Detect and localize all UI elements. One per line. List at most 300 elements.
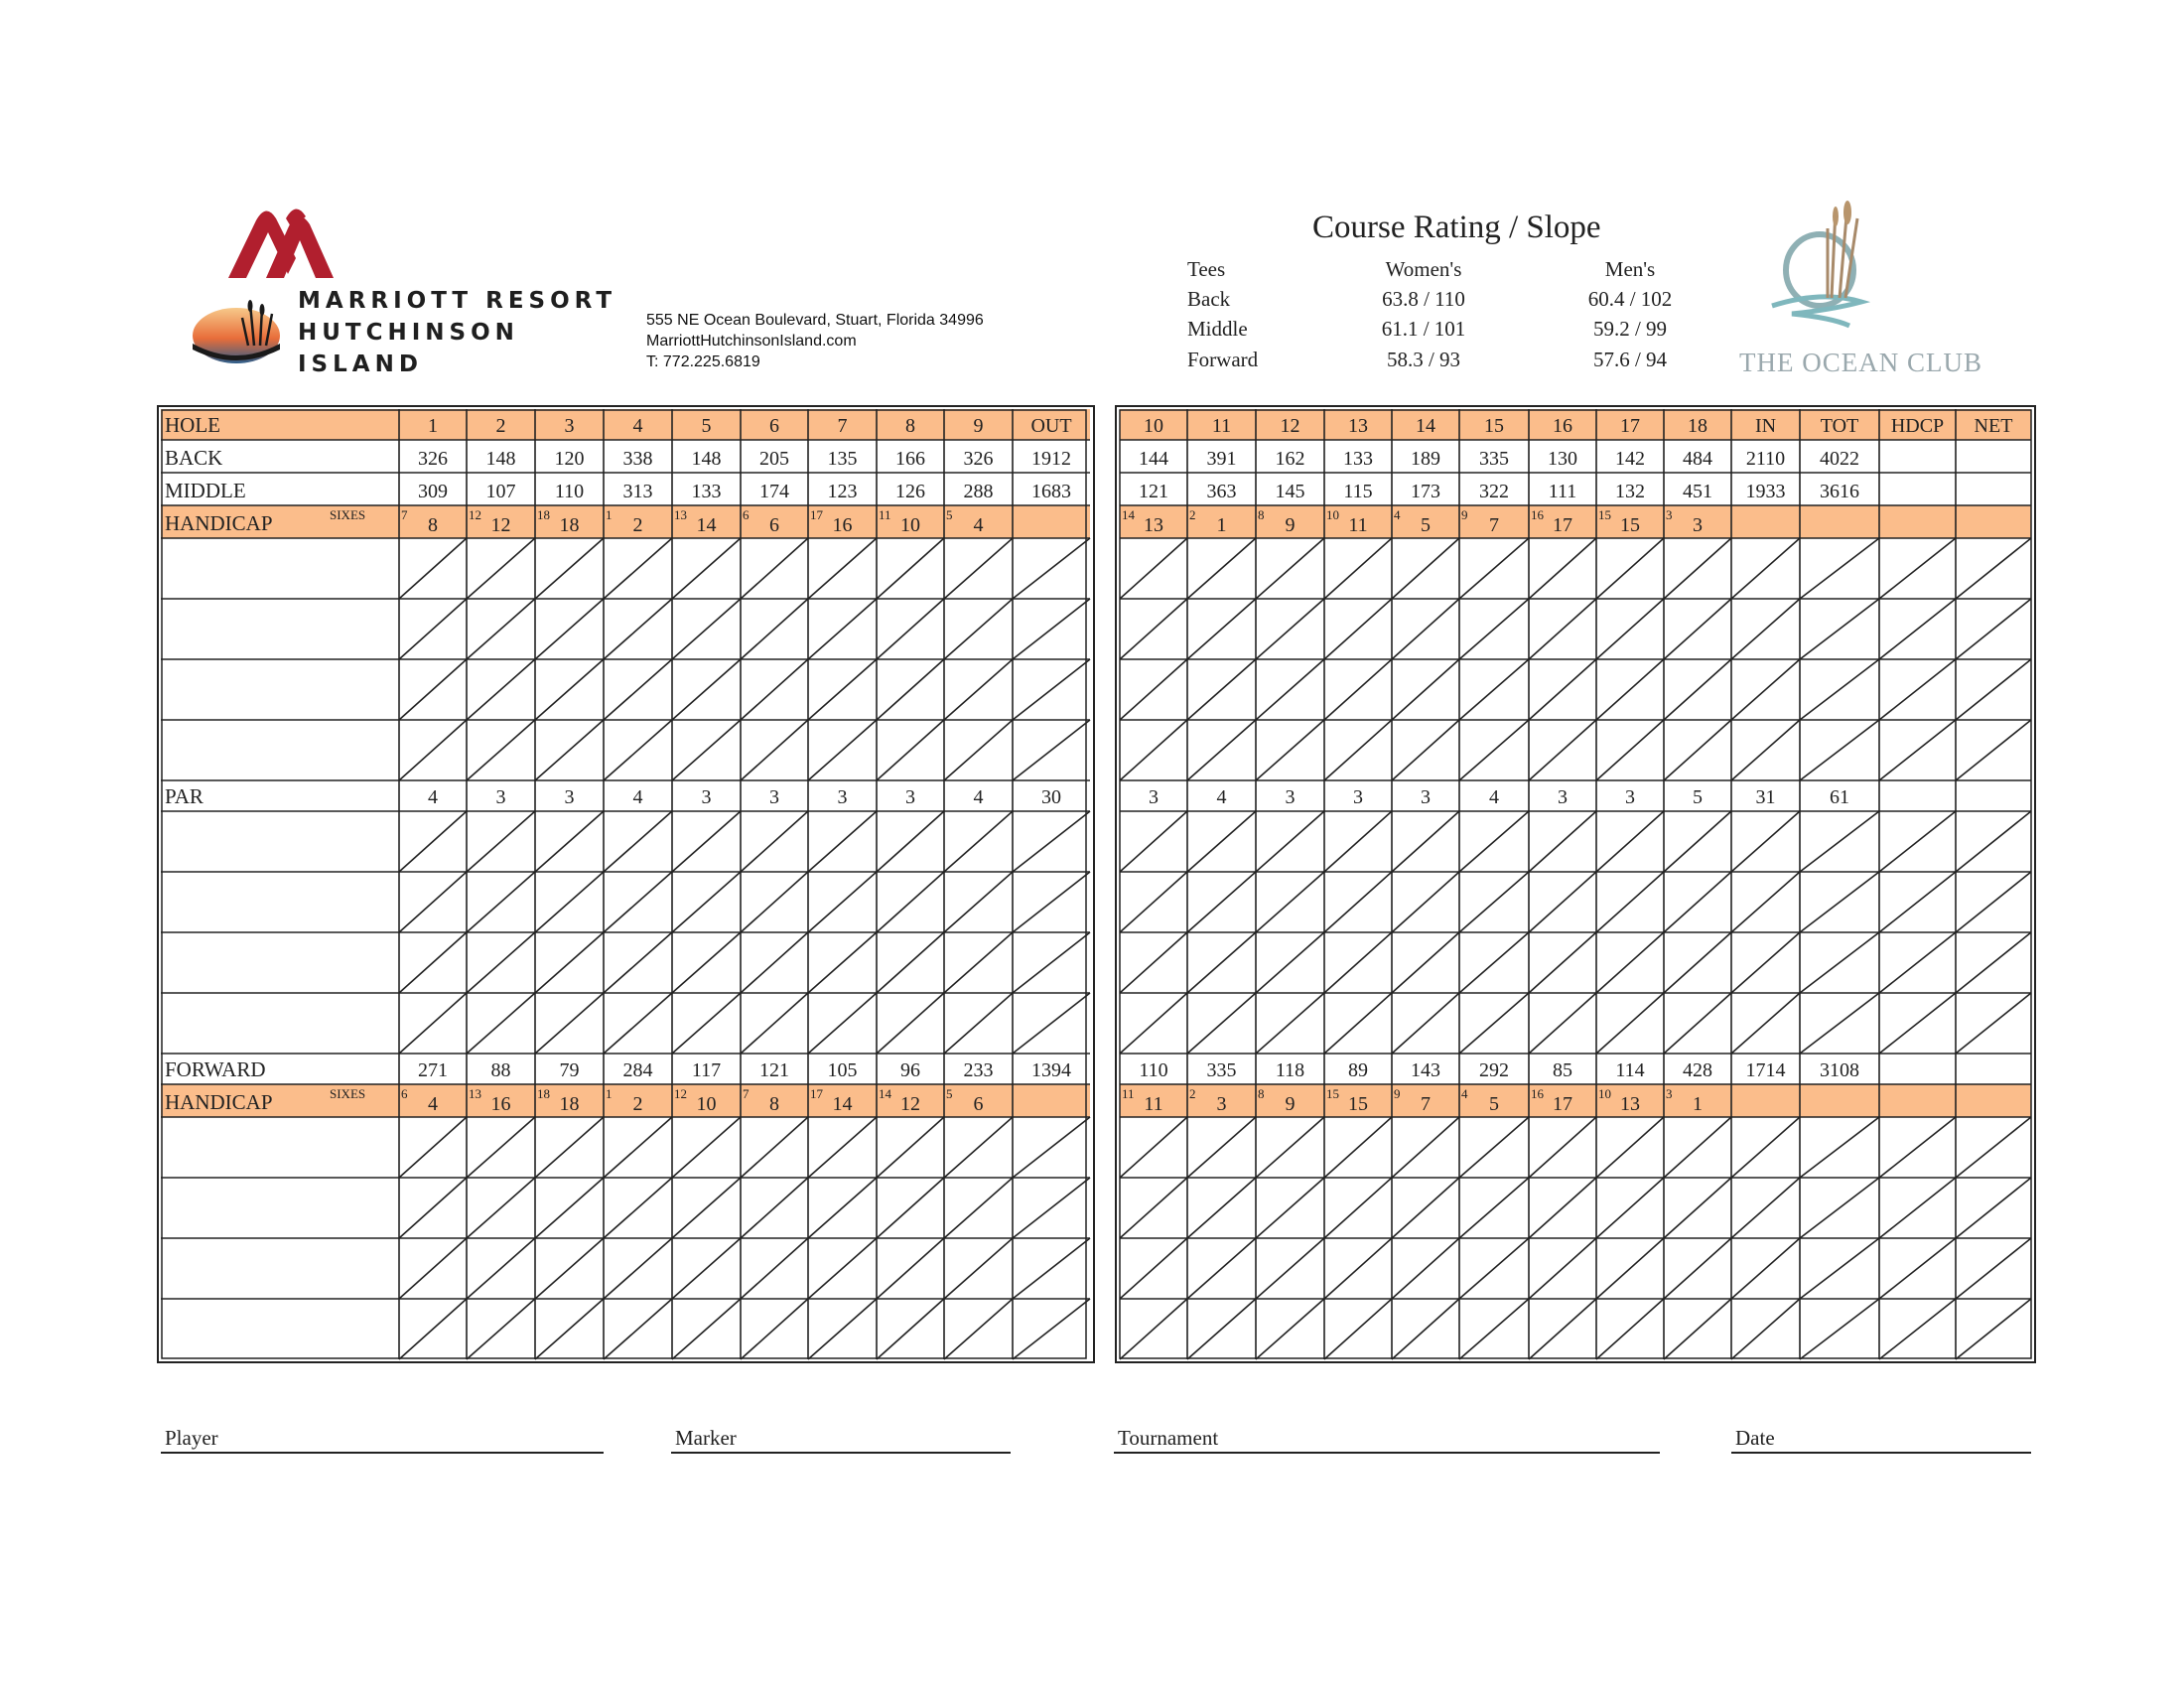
forward-yardage: 335 bbox=[1206, 1059, 1237, 1081]
forward-yardage: 89 bbox=[1348, 1059, 1368, 1081]
back-yardage: 326 bbox=[418, 448, 448, 470]
score-diagonal bbox=[1187, 932, 1256, 993]
middle-yardage: 115 bbox=[1343, 481, 1373, 502]
back-yardage: 391 bbox=[1206, 448, 1237, 470]
back-yardage: 326 bbox=[963, 448, 994, 470]
score-diagonal bbox=[1731, 932, 1800, 993]
score-diagonal bbox=[1256, 811, 1324, 872]
sixes-handicap: 11 bbox=[1122, 1086, 1135, 1101]
forward-yardage: 85 bbox=[1553, 1059, 1572, 1081]
score-diagonal bbox=[535, 932, 604, 993]
score-diagonal bbox=[535, 993, 604, 1054]
score-diagonal bbox=[467, 993, 535, 1054]
score-diagonal bbox=[1256, 720, 1324, 780]
score-diagonal bbox=[1529, 1238, 1596, 1299]
score-diagonal bbox=[1800, 872, 1879, 932]
score-diagonal bbox=[467, 872, 535, 932]
hole-handicap: 5 bbox=[1489, 1093, 1499, 1115]
forward-yardage: 96 bbox=[900, 1059, 920, 1081]
score-diagonal bbox=[741, 811, 808, 872]
hole-number-header: 1 bbox=[428, 415, 438, 437]
score-diagonal bbox=[535, 811, 604, 872]
hole-handicap: 8 bbox=[769, 1093, 779, 1115]
par-value: 3 bbox=[495, 786, 506, 808]
hole-number-header: 6 bbox=[769, 415, 779, 437]
score-diagonal bbox=[1013, 1238, 1090, 1299]
hole-number-header: 14 bbox=[1416, 415, 1435, 437]
score-diagonal bbox=[467, 1117, 535, 1178]
hole-handicap: 18 bbox=[559, 514, 580, 536]
hole-number-header: 13 bbox=[1348, 415, 1368, 437]
score-diagonal bbox=[944, 599, 1013, 659]
score-diagonal bbox=[1879, 1238, 1956, 1299]
score-diagonal bbox=[1120, 811, 1187, 872]
score-diagonal bbox=[399, 1117, 467, 1178]
hole-handicap: 4 bbox=[428, 1093, 438, 1115]
score-diagonal bbox=[1324, 720, 1392, 780]
hole-handicap: 2 bbox=[632, 1093, 643, 1115]
score-diagonal bbox=[1324, 538, 1392, 599]
score-diagonal bbox=[1596, 1299, 1664, 1359]
score-diagonal bbox=[1664, 1299, 1731, 1359]
hole-number-header: IN bbox=[1754, 415, 1777, 437]
score-diagonal bbox=[1731, 720, 1800, 780]
par-value: 31 bbox=[1755, 786, 1776, 808]
score-diagonal bbox=[944, 1117, 1013, 1178]
back-yardage: 484 bbox=[1683, 448, 1712, 470]
tournament-line[interactable] bbox=[1114, 1452, 1660, 1454]
score-diagonal bbox=[1256, 932, 1324, 993]
score-diagonal bbox=[877, 538, 944, 599]
sixes-label: SIXES bbox=[330, 1086, 366, 1101]
score-diagonal bbox=[1324, 1238, 1392, 1299]
score-diagonal bbox=[741, 538, 808, 599]
score-diagonal bbox=[1664, 538, 1731, 599]
sixes-handicap: 8 bbox=[1258, 507, 1265, 522]
score-diagonal bbox=[604, 993, 672, 1054]
sixes-handicap: 17 bbox=[810, 507, 823, 522]
rating-tee-back: Back bbox=[1187, 287, 1231, 311]
middle-yardage: 1933 bbox=[1745, 481, 1786, 502]
score-diagonal bbox=[877, 1238, 944, 1299]
score-diagonal bbox=[877, 720, 944, 780]
score-diagonal bbox=[877, 932, 944, 993]
score-diagonal bbox=[1324, 1299, 1392, 1359]
score-diagonal bbox=[672, 1299, 741, 1359]
hole-number-header: NET bbox=[1974, 415, 2013, 437]
sixes-handicap: 3 bbox=[1666, 507, 1673, 522]
hole-number-header: 8 bbox=[905, 415, 915, 437]
score-diagonal bbox=[1529, 659, 1596, 720]
score-diagonal bbox=[1596, 872, 1664, 932]
score-diagonal bbox=[1256, 1238, 1324, 1299]
score-diagonal bbox=[1459, 538, 1529, 599]
forward-yardage: 428 bbox=[1683, 1059, 1712, 1081]
score-diagonal bbox=[1529, 1299, 1596, 1359]
hole-handicap: 13 bbox=[1144, 514, 1163, 536]
par-value: 3 bbox=[1149, 786, 1159, 808]
back-yardage: 133 bbox=[1343, 448, 1373, 470]
score-diagonal bbox=[672, 872, 741, 932]
score-diagonal bbox=[1731, 659, 1800, 720]
score-diagonal bbox=[808, 720, 877, 780]
hole-handicap: 16 bbox=[490, 1093, 511, 1115]
score-diagonal bbox=[1879, 993, 1956, 1054]
score-diagonal bbox=[1529, 1117, 1596, 1178]
hole-handicap: 11 bbox=[1144, 1093, 1163, 1115]
sixes-handicap: 6 bbox=[401, 1086, 408, 1101]
score-diagonal bbox=[1256, 599, 1324, 659]
hole-handicap: 18 bbox=[559, 1093, 580, 1115]
sixes-handicap: 2 bbox=[1189, 507, 1196, 522]
score-diagonal bbox=[467, 720, 535, 780]
score-diagonal bbox=[1392, 720, 1459, 780]
date-line[interactable] bbox=[1731, 1452, 2031, 1454]
score-diagonal bbox=[1392, 599, 1459, 659]
hole-number-header: 12 bbox=[1280, 415, 1300, 437]
score-diagonal bbox=[1529, 538, 1596, 599]
score-diagonal bbox=[1392, 538, 1459, 599]
score-diagonal bbox=[1664, 720, 1731, 780]
score-diagonal bbox=[808, 1117, 877, 1178]
back-yardage: 142 bbox=[1615, 448, 1645, 470]
par-value: 3 bbox=[769, 786, 779, 808]
forward-yardage: 1714 bbox=[1745, 1059, 1786, 1081]
score-diagonal bbox=[1392, 1117, 1459, 1178]
score-diagonal bbox=[1013, 932, 1090, 993]
hole-handicap: 9 bbox=[1285, 514, 1296, 536]
player-label: Player bbox=[165, 1426, 218, 1450]
rating-men-middle: 59.2 / 99 bbox=[1592, 317, 1668, 341]
score-diagonal bbox=[1800, 1117, 1879, 1178]
forward-yardage: 118 bbox=[1275, 1059, 1305, 1081]
player-line[interactable] bbox=[161, 1452, 604, 1454]
score-diagonal bbox=[399, 720, 467, 780]
middle-yardage: 132 bbox=[1615, 481, 1645, 502]
score-diagonal bbox=[1596, 1238, 1664, 1299]
score-diagonal bbox=[1120, 1178, 1187, 1238]
hole-handicap: 12 bbox=[900, 1093, 920, 1115]
score-diagonal bbox=[1731, 1117, 1800, 1178]
score-diagonal bbox=[535, 720, 604, 780]
score-diagonal bbox=[604, 872, 672, 932]
score-diagonal bbox=[1956, 659, 2031, 720]
score-diagonal bbox=[399, 599, 467, 659]
score-diagonal bbox=[1187, 1117, 1256, 1178]
score-diagonal bbox=[1529, 872, 1596, 932]
brand-line-2: HUTCHINSON bbox=[298, 320, 519, 346]
score-diagonal bbox=[1596, 993, 1664, 1054]
score-diagonal bbox=[1879, 872, 1956, 932]
score-diagonal bbox=[1013, 720, 1090, 780]
rating-men-forward: 57.6 / 94 bbox=[1592, 348, 1668, 371]
hole-handicap: 13 bbox=[1620, 1093, 1640, 1115]
score-diagonal bbox=[1956, 1299, 2031, 1359]
hole-number-header: 16 bbox=[1553, 415, 1572, 437]
marker-line[interactable] bbox=[671, 1452, 1011, 1454]
score-diagonal bbox=[1120, 872, 1187, 932]
middle-tees-label: MIDDLE bbox=[165, 479, 246, 502]
score-diagonal bbox=[1120, 1117, 1187, 1178]
par-value: 3 bbox=[1558, 786, 1568, 808]
middle-yardage: 111 bbox=[1548, 481, 1577, 502]
score-diagonal bbox=[604, 932, 672, 993]
hole-handicap: 10 bbox=[900, 514, 920, 536]
score-diagonal bbox=[1256, 538, 1324, 599]
score-diagonal bbox=[1459, 659, 1529, 720]
back-tees-label: BACK bbox=[165, 446, 223, 470]
score-diagonal bbox=[1013, 659, 1090, 720]
forward-yardage: 79 bbox=[559, 1059, 580, 1081]
score-diagonal bbox=[1529, 1178, 1596, 1238]
score-diagonal bbox=[604, 659, 672, 720]
score-diagonal bbox=[1324, 659, 1392, 720]
hole-handicap: 6 bbox=[973, 1093, 984, 1115]
middle-yardage: 322 bbox=[1479, 481, 1509, 502]
score-diagonal bbox=[1731, 599, 1800, 659]
score-diagonal bbox=[467, 811, 535, 872]
forward-yardage: 121 bbox=[759, 1059, 789, 1081]
score-diagonal bbox=[1664, 932, 1731, 993]
middle-yardage: 174 bbox=[759, 481, 789, 502]
score-diagonal bbox=[1324, 599, 1392, 659]
score-diagonal bbox=[672, 659, 741, 720]
score-diagonal bbox=[1956, 932, 2031, 993]
par-value: 3 bbox=[1353, 786, 1363, 808]
score-diagonal bbox=[1529, 811, 1596, 872]
score-diagonal bbox=[1879, 538, 1956, 599]
score-diagonal bbox=[1120, 659, 1187, 720]
score-diagonal bbox=[808, 811, 877, 872]
sixes-handicap: 6 bbox=[743, 507, 750, 522]
score-diagonal bbox=[535, 1238, 604, 1299]
par-value: 3 bbox=[1625, 786, 1635, 808]
hole-label: HOLE bbox=[165, 413, 220, 437]
website-link[interactable]: MarriottHutchinsonIsland.com bbox=[646, 333, 857, 350]
score-diagonal bbox=[1529, 932, 1596, 993]
score-diagonal bbox=[1120, 1299, 1187, 1359]
score-diagonal bbox=[1956, 599, 2031, 659]
score-diagonal bbox=[1392, 1299, 1459, 1359]
forward-yardage: 105 bbox=[827, 1059, 858, 1081]
score-diagonal bbox=[1664, 1238, 1731, 1299]
rating-women-forward: 58.3 / 93 bbox=[1386, 348, 1461, 371]
score-diagonal bbox=[1596, 932, 1664, 993]
rating-men-back: 60.4 / 102 bbox=[1587, 287, 1673, 311]
score-diagonal bbox=[1956, 811, 2031, 872]
score-diagonal bbox=[672, 1117, 741, 1178]
back-yardage: 148 bbox=[691, 448, 722, 470]
score-diagonal bbox=[1392, 932, 1459, 993]
par-value: 3 bbox=[1285, 786, 1296, 808]
middle-yardage: 1683 bbox=[1031, 481, 1071, 502]
score-diagonal bbox=[1596, 811, 1664, 872]
score-diagonal bbox=[877, 1299, 944, 1359]
sixes-handicap: 4 bbox=[1394, 507, 1401, 522]
back-yardage: 1912 bbox=[1031, 448, 1071, 470]
score-diagonal bbox=[1529, 599, 1596, 659]
hole-handicap: 10 bbox=[696, 1093, 717, 1115]
back-yardage: 166 bbox=[895, 448, 925, 470]
middle-yardage: 145 bbox=[1275, 481, 1305, 502]
score-diagonal bbox=[1187, 1299, 1256, 1359]
sixes-handicap: 10 bbox=[1326, 507, 1339, 522]
score-diagonal bbox=[741, 599, 808, 659]
score-diagonal bbox=[877, 659, 944, 720]
score-diagonal bbox=[1800, 1299, 1879, 1359]
score-diagonal bbox=[1120, 538, 1187, 599]
score-diagonal bbox=[1731, 872, 1800, 932]
score-diagonal bbox=[1392, 1238, 1459, 1299]
score-diagonal bbox=[1956, 1117, 2031, 1178]
handicap-label: HANDICAP bbox=[165, 1090, 273, 1114]
score-diagonal bbox=[808, 993, 877, 1054]
score-diagonal bbox=[672, 538, 741, 599]
rating-tee-middle: Middle bbox=[1187, 317, 1248, 341]
forward-yardage: 3108 bbox=[1820, 1059, 1859, 1081]
score-diagonal bbox=[1013, 538, 1090, 599]
hole-handicap: 11 bbox=[1348, 514, 1368, 536]
hole-number-header: 18 bbox=[1688, 415, 1707, 437]
middle-yardage: 309 bbox=[418, 481, 448, 502]
sixes-handicap: 12 bbox=[674, 1086, 687, 1101]
address: 555 NE Ocean Boulevard, Stuart, Florida 34996 bbox=[646, 312, 984, 329]
score-diagonal bbox=[1596, 720, 1664, 780]
score-diagonal bbox=[672, 932, 741, 993]
score-diagonal bbox=[1800, 720, 1879, 780]
score-diagonal bbox=[808, 1238, 877, 1299]
score-diagonal bbox=[604, 1117, 672, 1178]
score-diagonal bbox=[1187, 811, 1256, 872]
sixes-handicap: 13 bbox=[469, 1086, 481, 1101]
score-diagonal bbox=[467, 1238, 535, 1299]
score-diagonal bbox=[1879, 811, 1956, 872]
score-diagonal bbox=[1324, 872, 1392, 932]
sixes-label: SIXES bbox=[330, 507, 366, 522]
score-diagonal bbox=[399, 538, 467, 599]
score-diagonal bbox=[1879, 1117, 1956, 1178]
score-diagonal bbox=[944, 1299, 1013, 1359]
par-value: 4 bbox=[1216, 786, 1227, 808]
score-diagonal bbox=[1800, 932, 1879, 993]
score-diagonal bbox=[1879, 1299, 1956, 1359]
score-diagonal bbox=[1120, 932, 1187, 993]
score-diagonal bbox=[535, 1299, 604, 1359]
hole-number-header: 5 bbox=[701, 415, 712, 437]
sixes-handicap: 15 bbox=[1326, 1086, 1339, 1101]
score-diagonal bbox=[741, 1117, 808, 1178]
par-value: 3 bbox=[837, 786, 848, 808]
middle-yardage: 107 bbox=[485, 481, 516, 502]
hole-handicap: 7 bbox=[1421, 1093, 1431, 1115]
hole-handicap: 17 bbox=[1553, 514, 1572, 536]
back-yardage: 4022 bbox=[1820, 448, 1859, 470]
score-diagonal bbox=[1392, 811, 1459, 872]
score-diagonal bbox=[741, 993, 808, 1054]
score-diagonal bbox=[1187, 1178, 1256, 1238]
score-diagonal bbox=[1324, 1178, 1392, 1238]
score-diagonal bbox=[1256, 993, 1324, 1054]
sixes-handicap: 9 bbox=[1461, 507, 1468, 522]
score-diagonal bbox=[808, 599, 877, 659]
score-diagonal bbox=[1187, 538, 1256, 599]
forward-yardage: 114 bbox=[1615, 1059, 1645, 1081]
rating-tee-forward: Forward bbox=[1187, 348, 1259, 371]
middle-yardage: 173 bbox=[1411, 481, 1440, 502]
sixes-handicap: 13 bbox=[674, 507, 687, 522]
score-diagonal bbox=[741, 1238, 808, 1299]
back-yardage: 335 bbox=[1479, 448, 1509, 470]
hole-number-header: 2 bbox=[495, 415, 506, 437]
hole-handicap: 9 bbox=[1285, 1093, 1296, 1115]
score-diagonal bbox=[808, 932, 877, 993]
score-diagonal bbox=[604, 720, 672, 780]
sixes-handicap: 17 bbox=[810, 1086, 823, 1101]
middle-yardage: 451 bbox=[1683, 481, 1712, 502]
par-value: 3 bbox=[905, 786, 915, 808]
score-diagonal bbox=[1956, 720, 2031, 780]
middle-yardage: 121 bbox=[1139, 481, 1168, 502]
score-diagonal bbox=[1120, 720, 1187, 780]
score-diagonal bbox=[399, 872, 467, 932]
score-diagonal bbox=[467, 1299, 535, 1359]
middle-yardage: 110 bbox=[554, 481, 585, 502]
score-diagonal bbox=[1800, 993, 1879, 1054]
score-diagonal bbox=[1664, 993, 1731, 1054]
hole-handicap: 15 bbox=[1620, 514, 1640, 536]
score-diagonal bbox=[467, 659, 535, 720]
score-diagonal bbox=[1459, 1299, 1529, 1359]
score-diagonal bbox=[1324, 993, 1392, 1054]
middle-yardage: 288 bbox=[963, 481, 994, 502]
sixes-handicap: 15 bbox=[1598, 507, 1611, 522]
hole-handicap: 14 bbox=[696, 514, 717, 536]
score-diagonal bbox=[1731, 1178, 1800, 1238]
score-diagonal bbox=[1596, 538, 1664, 599]
sixes-handicap: 4 bbox=[1461, 1086, 1468, 1101]
hole-number-header: HDCP bbox=[1890, 415, 1945, 437]
score-diagonal bbox=[535, 1117, 604, 1178]
par-value: 4 bbox=[1489, 786, 1499, 808]
score-diagonal bbox=[1459, 1238, 1529, 1299]
sixes-handicap: 5 bbox=[946, 1086, 953, 1101]
middle-yardage: 3616 bbox=[1820, 481, 1859, 502]
score-diagonal bbox=[1800, 1178, 1879, 1238]
score-diagonal bbox=[944, 1238, 1013, 1299]
score-diagonal bbox=[877, 1178, 944, 1238]
score-diagonal bbox=[1187, 993, 1256, 1054]
score-diagonal bbox=[1879, 659, 1956, 720]
forward-yardage: 271 bbox=[418, 1059, 448, 1081]
score-diagonal bbox=[944, 720, 1013, 780]
score-diagonal bbox=[1013, 993, 1090, 1054]
rating-women-middle: 61.1 / 101 bbox=[1381, 317, 1466, 341]
score-diagonal bbox=[944, 538, 1013, 599]
score-diagonal bbox=[1392, 659, 1459, 720]
score-diagonal bbox=[1459, 720, 1529, 780]
score-diagonal bbox=[1392, 1178, 1459, 1238]
score-diagonal bbox=[604, 1299, 672, 1359]
score-diagonal bbox=[1256, 1117, 1324, 1178]
forward-yardage: 292 bbox=[1479, 1059, 1509, 1081]
score-diagonal bbox=[1256, 1178, 1324, 1238]
sixes-handicap: 9 bbox=[1394, 1086, 1401, 1101]
sixes-handicap: 11 bbox=[879, 507, 891, 522]
par-value: 4 bbox=[428, 786, 438, 808]
sixes-handicap: 16 bbox=[1531, 1086, 1544, 1101]
sixes-handicap: 16 bbox=[1531, 507, 1544, 522]
score-diagonal bbox=[1800, 599, 1879, 659]
